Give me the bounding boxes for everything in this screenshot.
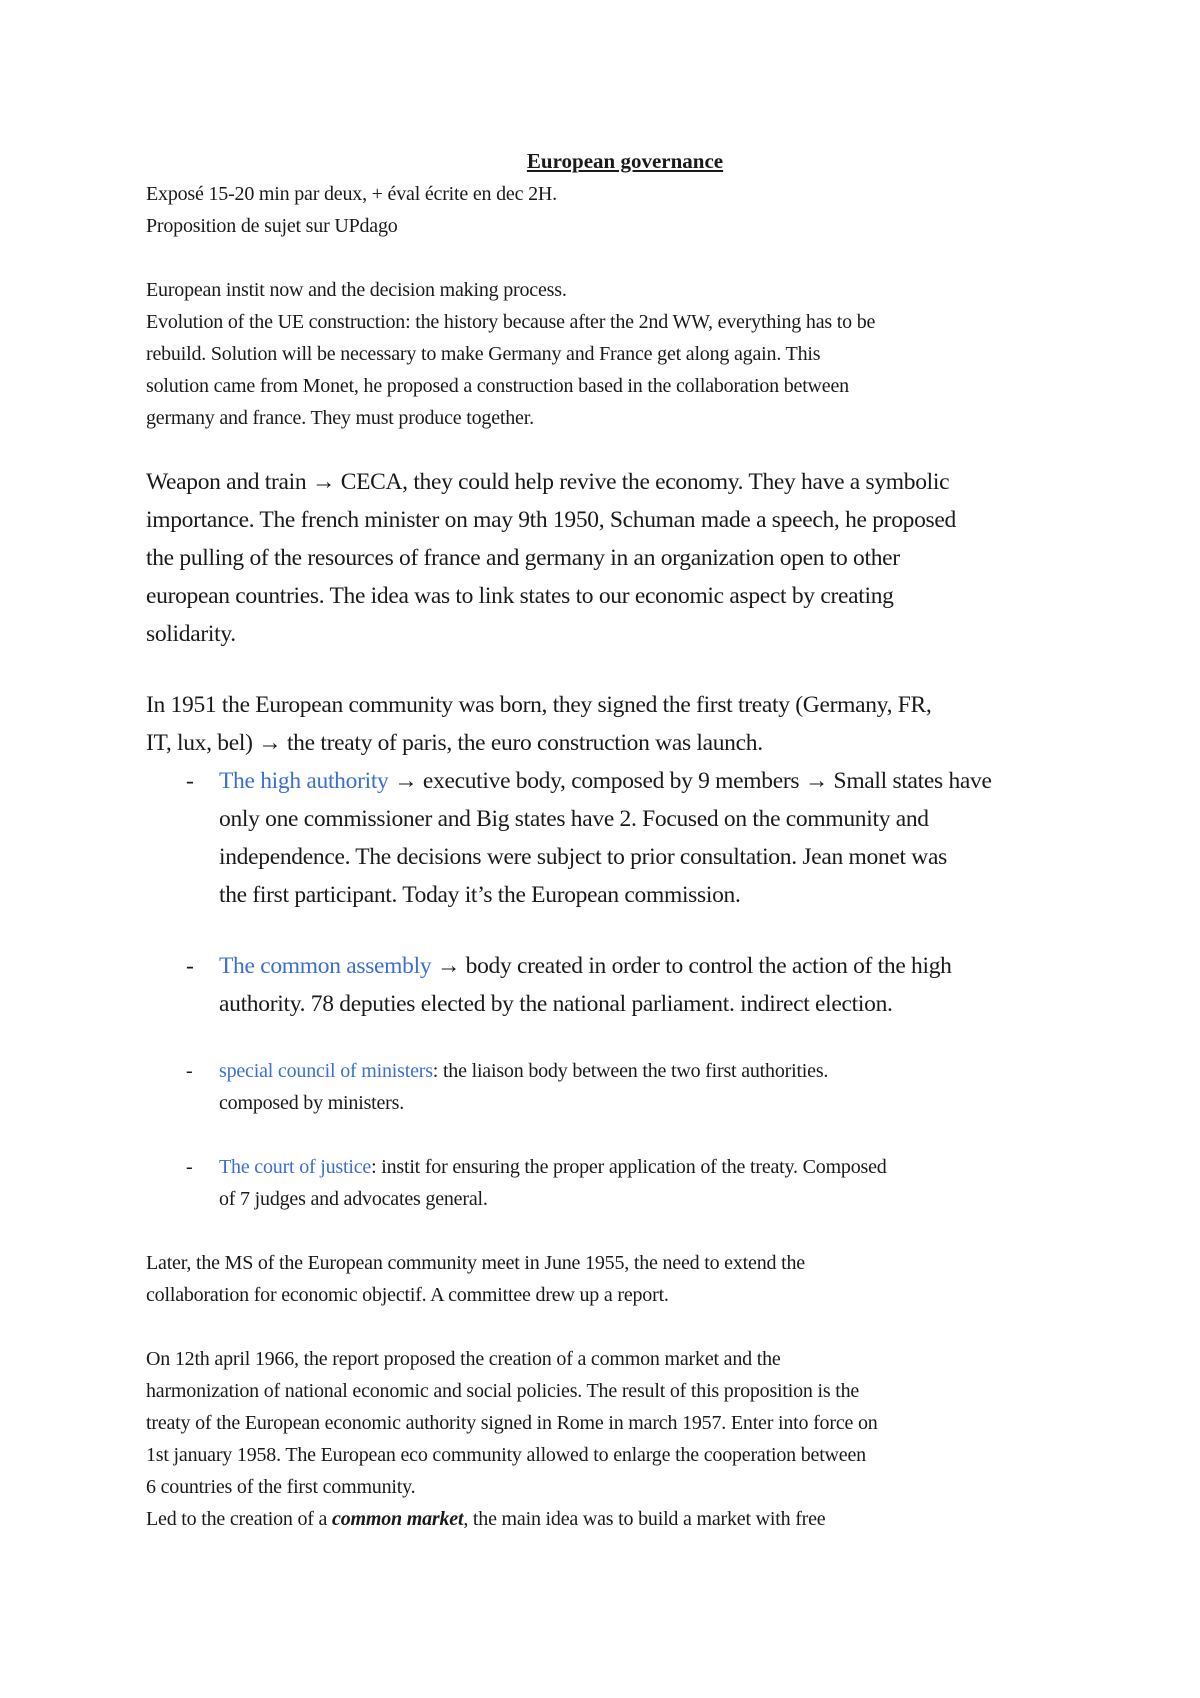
paragraph-line: Weapon and train → CECA, they could help revive the economy. They have a symbolic [146,469,950,495]
bullet-marker: - [186,768,194,794]
paragraph-line: IT, lux, bel) → the treaty of paris, the euro construction was launch. [146,730,763,756]
paragraph-line: Evolution of the UE construction: the history because after the 2nd WW, everything has to be [146,311,876,333]
paragraph-line: european countries. The idea was to link states to our economic aspect by creating [146,583,894,609]
paragraph-line: 1st january 1958. The European eco community allowed to enlarge the cooperation between [146,1444,866,1466]
document-title: European governance [526,149,724,173]
intro-line: Exposé 15-20 min par deux, + éval écrite en dec 2H. [146,183,557,205]
intro-paragraph [146,178,1076,242]
paragraph-line: In 1951 the European community was born, they signed the first treaty (Germany, FR, [146,692,932,718]
emphasis-common-market: common market [332,1508,464,1530]
paragraph-line: harmonization of national economic and social policies. The result of this proposition is the [146,1380,860,1402]
bullet-court-of-justice [219,1151,1079,1215]
bullet-line: composed by ministers. [219,1092,405,1114]
paragraph-line: Later, the MS of the European community meet in June 1955, the need to extend the [146,1252,805,1274]
bullet-text: → executive body, composed by 9 members → Small states have [388,768,992,794]
bullet-line: only one commissioner and Big states have 2. Focused on the community and [219,806,929,832]
bullet-term: The court of justice [219,1156,372,1178]
last-line-prefix: Led to the creation of a [146,1508,333,1530]
bullet-text: : instit for ensuring the proper application of the treaty. Composed [371,1156,887,1178]
bullet-term: special council of ministers [219,1060,433,1082]
paragraph-line: 6 countries of the first community. [146,1476,416,1498]
bullet-line: the first participant. Today it’s the European commission. [219,882,741,908]
bullet-line: independence. The decisions were subject to prior consultation. Jean monet was [219,844,947,870]
paragraph-line: treaty of the European economic authority signed in Rome in march 1957. Enter into force on [146,1412,878,1434]
paragraph-common-market [146,1343,1076,1535]
bullet-marker: - [186,953,194,979]
paragraph-line: the pulling of the resources of france and germany in an organization open to other [146,545,900,571]
bullet-text: : the liaison body between the two first authorities. [432,1060,829,1082]
bullet-term: The common assembly [219,953,432,979]
bullet-line: authority. 78 deputies elected by the national parliament. indirect election. [219,991,893,1017]
paragraph-line: collaboration for economic objectif. A committee drew up a report. [146,1284,669,1306]
paragraph-line: solidarity. [146,621,236,647]
paragraph-evolution [146,274,1076,434]
paragraph-line-last [146,1503,1076,1535]
bullet-marker: - [186,1060,193,1082]
intro-line: Proposition de sujet sur UPdago [146,215,398,237]
paragraph-line: European instit now and the decision making process. [146,279,567,301]
bullet-line: of 7 judges and advocates general. [219,1188,488,1210]
paragraph-1951 [146,686,1076,762]
paragraph-line: rebuild. Solution will be necessary to make Germany and France get along again. This [146,343,821,365]
bullet-common-assembly [219,947,1079,1023]
paragraph-line: germany and france. They must produce together. [146,407,534,429]
bullet-marker: - [186,1156,193,1178]
bullet-term: The high authority [219,768,389,794]
paragraph-1955 [146,1247,1076,1311]
bullet-high-authority [219,762,1079,914]
paragraph-ceca [146,463,1076,653]
last-line-suffix: , the main idea was to build a market with free [463,1508,826,1530]
bullet-special-council [219,1055,1079,1119]
paragraph-line: On 12th april 1966, the report proposed the creation of a common market and the [146,1348,781,1370]
paragraph-line: solution came from Monet, he proposed a construction based in the collaboration between [146,375,849,397]
bullet-text: → body created in order to control the action of the high [431,953,952,979]
paragraph-line: importance. The french minister on may 9th 1950, Schuman made a speech, he proposed [146,507,956,533]
